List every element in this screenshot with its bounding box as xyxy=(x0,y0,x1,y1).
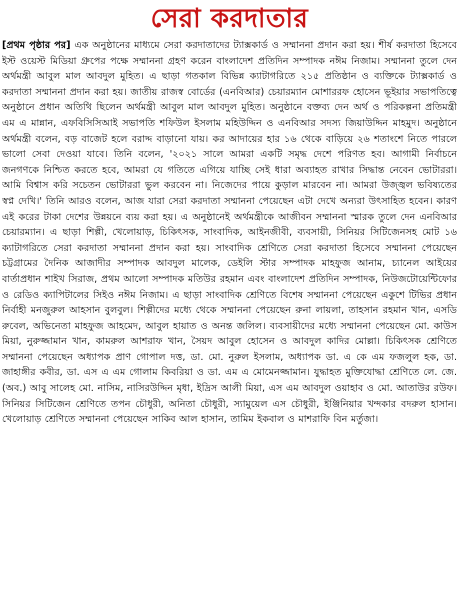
lead-in-label: [প্রথম পৃষ্ঠার পর] xyxy=(2,40,71,51)
article-body xyxy=(2,38,457,428)
news-clipping xyxy=(2,0,457,597)
article-text: এক অনুষ্ঠানের মাধ্যমে সেরা করদাতাদের ট্যাক্সকার্ড ও সম্মাননা প্রদান করা হয়। শীর্ষ করদাতা হিসেবে ইস্ট ওয়েস্ট মিডিয়া গ্রুপের পক্ষে সম্মাননা গ্রহণ করেন বাংলাদেশ প্রতিদিন সম্পাদক নঈম নিজাম। সম্মাননা তুলে দেন অর্থমন্ত্রী আবুল মাল আবদুল মুহিত। এ ছাড়া গতকাল বিভিন্ন ক্যাটাগরিতে ২১৫ প্রতিষ্ঠান ও ব্যক্তিকে ট্যাক্সকার্ড ও করদাতা সম্মাননা প্রদান করা হয়। জাতীয় রাজস্ব বোর্ডের (এনবিআর) চেয়ারম্যান মোশাররফ হোসেন ভূইয়ার সভাপতিত্বে অনুষ্ঠানে প্রধান অতিথি ছিলেন অর্থমন্ত্রী আবুল মাল আবদুল মুহিত। অনুষ্ঠানে বক্তব্য দেন অর্থ ও পরিকল্পনা প্রতিমন্ত্রী এম এ মান্নান, এফবিসিসিআই সভাপতি শফিউল ইসলাম মহিউদ্দিন ও এনবিআর সদস্য জিয়াউদ্দিন মাহমুদ। অনুষ্ঠানে অর্থমন্ত্রী বলেন, বড় বাজেট হলে বরাদ্দ বাড়ানো যায়। কর আদায়ের হার ১৬ থেকে বাড়িয়ে ২৬ শতাংশে নিতে পারলে ভালো সেবা দেওয়া যাবে। তিনি বলেন, '২০২১ সালে আমরা একটি সমৃদ্ধ দেশে পরিণত হব। আগামী নির্বাচনে জনগণকে নিশ্চিত করতে হবে, আমরা যে গতিতে এগিয়ে যাচ্ছি সেই ধারা অব্যাহত রাখার সিদ্ধান্ত নেবেন ভোটাররা। আমি বিশ্বাস করি সচেতন ভোটাররা ভুল করবেন না। নিজেদের পায়ে কুড়াল মারবেন না। আমরা উজ্জ্বল ভবিষ্যতের স্বপ্ন দেখি।' তিনি আরও বলেন, আজ যারা সেরা করদাতা সম্মাননা পেয়েছেন এটা দেখে অন্যরা উৎসাহিত হবেন। কারণ এই করের টাকা দেশের উন্নয়নে ব্যয় করা হয়। এ অনুষ্ঠানেই অর্থমন্ত্রীকে আজীবন সম্মাননা স্মারক তুলে দেন এনবিআর চেয়ারম্যান। এ ছাড়া শিল্পী, খেলোয়াড়, চিকিৎসক, সাংবাদিক, আইনজীবী, ব্যবসায়ী, সিনিয়র সিটিজেনসহ মোট ১৬ ক্যাটাগরিতে সেরা করদাতা সম্মাননা প্রদান করা হয়। সাংবাদিক শ্রেণিতে সেরা করদাতা হিসেবে সম্মাননা পেয়েছেন চট্টগ্রামের দৈনিক আজাদীর সম্পাদক আবদুল মালেক, ডেইলি স্টার সম্পাদক মাহফুজ আনাম, চ্যানেল আইয়ের বার্তাপ্রধান শাইখ সিরাজ, প্রথম আলো সম্পাদক মতিউর রহমান এবং বাংলাদেশ প্রতিদিন সম্পাদক, নিউজটোয়েন্টিফোর ও রেডিও ক্যাপিটালের সিইও নঈম নিজাম। এ ছাড়া সাংবাদিক শ্রেণিতে বিশেষ সম্মাননা পেয়েছেন একুশে টিভির প্রধান নির্বাহী মনজুরুল আহসান বুলবুল। শিল্পীদের মধ্যে থেকে সম্মাননা পেয়েছেন রুনা লায়লা, তাহসান রহমান খান, এসডি রুবেল, অভিনেতা মাহফুজ আহমেদ, আবুল হায়াত ও অনন্ত জলিল। ব্যবসায়ীদের মধ্যে সম্মাননা পেয়েছেন মো. কাউস মিয়া, নুরুজ্জামান খান, কামরুল আশরাফ খান, সৈয়দ আবুল হোসেন ও আবদুল কাদির মোল্লা। চিকিৎসক শ্রেণিতে সম্মাননা পেয়েছেন অধ্যাপক প্রাণ গোপাল দত্ত, ডা. মো. নুরুল ইসলাম, অধ্যাপক ডা. এ কে এম ফজলুল হক, ডা. জাহাঙ্গীর কবীর, ডা. এস এ এম গোলাম কিবরিয়া ও ডা. এম এ মোমেনজ্জামান। যুদ্ধাহত মুক্তিযোদ্ধা শ্রেণিতে লে. জে. (অব.) আবু সালেহ মো. নাসিম, নাসিরউদ্দিন মৃধা, ইদ্রিস আলী মিয়া, এস এম আবদুল ওয়াহাব ও মো. আতাউর রউফ। সিনিয়র সিটিজেন শ্রেণিতে তপন চৌধুরী, অনিতা চৌধুরী, স্যামুয়েল এস চৌধুরী, ইঞ্জিনিয়ার খন্দকার বদরুল হাসান। খেলোয়াড় শ্রেণিতে সম্মাননা পেয়েছেন সাকিব আল হাসান, তামিম ইকবাল ও মাশরাফি বিন মর্তুজা। xyxy=(2,40,457,426)
headline: সেরা করদাতার xyxy=(150,4,309,34)
